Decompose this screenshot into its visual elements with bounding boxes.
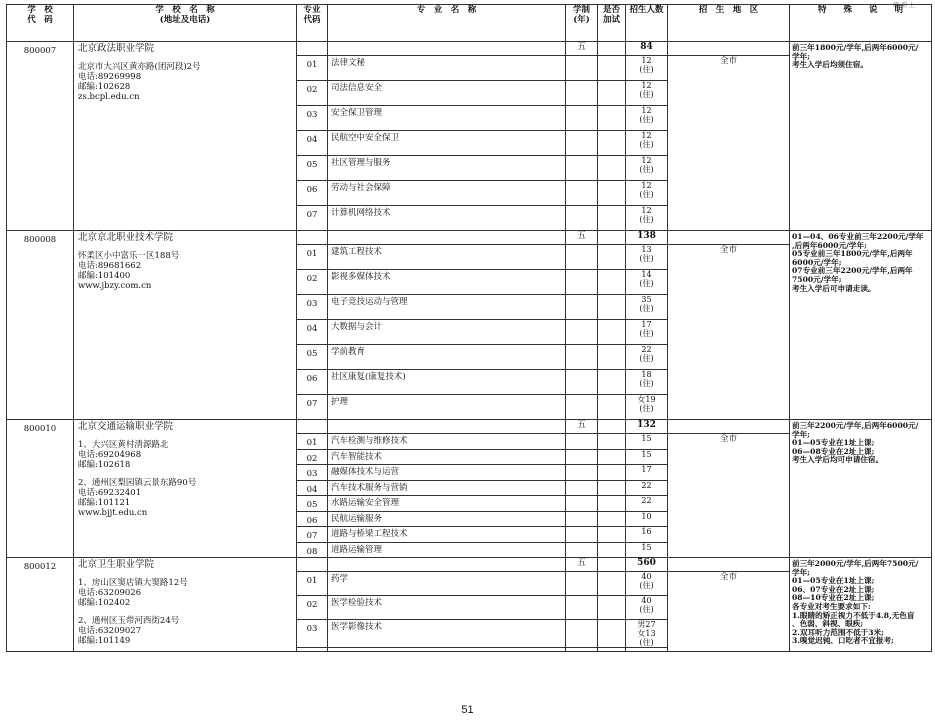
header-row [7, 5, 932, 42]
major-code-empty [297, 558, 328, 572]
note-line: 01—05专业在1址上课; [792, 576, 875, 586]
note-line: 前三年2000元/学年,后两年7500元/ [792, 559, 919, 568]
major-name-empty [328, 42, 566, 56]
major-code: 05 [297, 345, 328, 370]
enrollment-count [626, 131, 668, 156]
major-code: 02 [297, 449, 328, 465]
duration: 五 [566, 231, 598, 245]
duration-empty [566, 156, 598, 181]
note-line: 考生入学后可申请走读。 [792, 283, 876, 293]
major-name: 道路与桥梁工程技术 [328, 527, 566, 543]
spacer [78, 608, 292, 616]
empty-cell [297, 648, 328, 652]
enrollment-count-line: 17 [641, 465, 652, 474]
major-name: 社区管理与服务 [328, 156, 566, 181]
recruitment-region: 全市 [668, 572, 790, 652]
header-school-name [74, 5, 297, 42]
duration-empty [566, 480, 598, 496]
page-number: 51 [461, 704, 474, 716]
major-code: 03 [297, 465, 328, 481]
major-name: 大数据与会计 [328, 320, 566, 345]
school-info [74, 558, 297, 652]
enrollment-total: 138 [626, 231, 668, 245]
extra-test-empty [598, 370, 626, 395]
school-address-line: 电话:69232401 [78, 488, 142, 498]
major-name: 药学 [328, 572, 566, 596]
header-major-code-line: 专业 [303, 5, 321, 15]
duration-empty [566, 527, 598, 543]
enrollment-count [626, 56, 668, 81]
school-name: 北京卫生职业学院 [78, 559, 155, 570]
extra-test-empty [598, 480, 626, 496]
note-line: 各专业对考生要求如下: [792, 601, 871, 611]
extra-test-empty [598, 496, 626, 512]
extra-test-empty [598, 395, 626, 420]
enrollment-count-line: 40 [641, 572, 652, 581]
enrollment-count-line: 40 [641, 596, 652, 605]
duration-empty [566, 511, 598, 527]
note-line: 7500元/学年; [792, 274, 842, 284]
enrollment-count [626, 370, 668, 395]
note-line: 07专业前三年2200元/学年,后两年 [792, 266, 913, 276]
major-name: 医学影像技术 [328, 620, 566, 648]
enrollment-count [626, 496, 668, 512]
note-line: 06、07专业在2址上课; [792, 584, 875, 594]
extra-test-empty [598, 345, 626, 370]
major-name-empty [328, 420, 566, 434]
school-code: 800010 [7, 420, 74, 558]
enrollment-count [626, 295, 668, 320]
major-name: 司法信息安全 [328, 81, 566, 106]
major-code: 01 [297, 572, 328, 596]
enrollment-count-line: 15 [641, 542, 652, 552]
major-name: 影视多媒体技术 [328, 270, 566, 295]
enrollment-count-line: 14 [641, 270, 652, 279]
major-code: 03 [297, 620, 328, 648]
duration-empty [566, 320, 598, 345]
major-code: 05 [297, 156, 328, 181]
empty-cell [566, 648, 598, 652]
note-line: 3.嗅觉迟钝、口吃者不宜报考; [792, 636, 894, 646]
enrollment-count-line: 16 [641, 527, 652, 536]
school-address-line: 2、通州区梨园镇云景东路90号 [78, 478, 197, 488]
extra-test-empty [598, 449, 626, 465]
duration-empty [566, 181, 598, 206]
major-name: 护理 [328, 395, 566, 420]
extra-test-empty [598, 542, 626, 558]
school-address-line: 邮编:101400 [78, 271, 131, 281]
duration-empty [566, 81, 598, 106]
enrollment-count-line: 17 [641, 320, 652, 329]
extra-test-empty [598, 596, 626, 620]
header-major-name: 专 业 名 称 [328, 5, 566, 42]
recruitment-region: 全市 [668, 245, 790, 420]
major-name: 学前教育 [328, 345, 566, 370]
school-address-line: 邮编:101149 [78, 636, 131, 646]
extra-test-empty [598, 620, 626, 648]
school-code: 800008 [7, 231, 74, 420]
enrollment-count-line: 22 [641, 480, 652, 490]
major-name: 民航运输服务 [328, 511, 566, 527]
duration-empty [566, 395, 598, 420]
corner-mark: 续 前 上 [893, 2, 915, 9]
enrollment-count-line: (住) [639, 165, 654, 174]
enrollment-count-line: 12 [641, 56, 652, 65]
school-address-line: 怀柔区小中富乐一区188号 [78, 251, 180, 261]
school-address-line: 电话:89269998 [78, 72, 142, 82]
enrollment-count-line: 22 [641, 496, 652, 505]
duration: 五 [566, 420, 598, 434]
major-code: 04 [297, 131, 328, 156]
enrollment-count-line: 10 [641, 511, 652, 521]
major-code: 02 [297, 596, 328, 620]
enrollment-count [626, 572, 668, 596]
school-address-line: 北京市大兴区黄亦路(团河段)2号 [78, 62, 201, 72]
special-notes [790, 420, 932, 558]
major-code: 03 [297, 295, 328, 320]
enrollment-count-line: (住) [639, 65, 654, 74]
enrollment-count-line: (住) [639, 605, 654, 614]
extra-test [598, 231, 626, 245]
duration-empty [566, 56, 598, 81]
duration-empty [566, 295, 598, 320]
recruitment-region: 全市 [668, 434, 790, 558]
enrollment-count [626, 395, 668, 420]
header-extra-test-line: 加试 [602, 15, 620, 25]
major-name: 社区康复(康复技术) [328, 370, 566, 395]
school-address-line: 电话:63209027 [78, 626, 142, 636]
major-code-empty [297, 231, 328, 245]
enrollment-count-line: 12 [641, 131, 652, 140]
duration: 五 [566, 42, 598, 56]
note-line: 学年; [792, 567, 810, 577]
extra-test-empty [598, 56, 626, 81]
header-school-name-line: (地址及电话) [159, 15, 211, 25]
header-duration-line: 学制 [572, 5, 590, 15]
school-name: 北京京北职业技术学院 [78, 232, 174, 243]
enrollment-count [626, 542, 668, 558]
extra-test [598, 42, 626, 56]
enrollment-count-line: (住) [639, 279, 654, 288]
school-code: 800007 [7, 42, 74, 231]
school-address-line: 1、大兴区黄村清源路北 [78, 440, 169, 450]
major-code: 06 [297, 181, 328, 206]
enrollment-count-line: 女19 [637, 395, 656, 404]
enrollment-count-line: 12 [641, 206, 652, 215]
header-duration [566, 5, 598, 42]
note-line: 考生入学后均可申请住宿。 [792, 455, 884, 465]
school-address-line: 邮编:102618 [78, 460, 131, 470]
enrollment-count [626, 270, 668, 295]
major-name: 建筑工程技术 [328, 245, 566, 270]
major-name: 电子竞技运动与管理 [328, 295, 566, 320]
extra-test-empty [598, 320, 626, 345]
school-address-line: www.jbzy.com.cn [78, 281, 152, 291]
note-line: 6000元/学年; [792, 257, 842, 267]
region-empty [668, 558, 790, 572]
enrollment-count-line: (住) [639, 638, 654, 647]
empty-cell [328, 648, 566, 652]
major-name: 水路运输安全管理 [328, 496, 566, 512]
enrollment-count [626, 81, 668, 106]
major-name: 安全保卫管理 [328, 106, 566, 131]
enrollment-count-line: (住) [639, 354, 654, 363]
enrollment-count-line: 12 [641, 181, 652, 190]
enrollment-count [626, 156, 668, 181]
note-line: 06—08专业在2址上课; [792, 446, 875, 456]
major-code: 05 [297, 496, 328, 512]
duration-empty [566, 620, 598, 648]
duration-empty [566, 542, 598, 558]
region-empty [668, 420, 790, 434]
major-name: 道路运输管理 [328, 542, 566, 558]
note-line: 2.双耳听力范围不低于3米; [792, 627, 884, 637]
major-code: 07 [297, 527, 328, 543]
enrollment-count [626, 245, 668, 270]
duration-empty [566, 131, 598, 156]
note-line: 、色弱、斜视、眼疾; [792, 619, 864, 629]
enrollment-count [626, 106, 668, 131]
duration-empty [566, 572, 598, 596]
extra-test [598, 420, 626, 434]
major-name: 计算机网络技术 [328, 206, 566, 231]
duration-empty [566, 465, 598, 481]
enrollment-count-line: (住) [639, 90, 654, 99]
duration-empty [566, 206, 598, 231]
duration-empty [566, 496, 598, 512]
note-line: 学年; [792, 429, 810, 439]
extra-test-empty [598, 81, 626, 106]
major-name: 汽车智能技术 [328, 449, 566, 465]
duration: 五 [566, 558, 598, 572]
enrollment-count-line: 女13 [637, 629, 656, 638]
school-address-line: 电话:69204968 [78, 450, 142, 460]
enrollment-table [6, 4, 932, 652]
major-code: 07 [297, 206, 328, 231]
extra-test-empty [598, 295, 626, 320]
extra-test-empty [598, 206, 626, 231]
header-extra-test [598, 5, 626, 42]
school-row [7, 231, 932, 245]
school-info [74, 420, 297, 558]
extra-test-empty [598, 434, 626, 450]
enrollment-total: 84 [626, 42, 668, 56]
school-address-line: www.bjjt.edu.cn [78, 508, 148, 518]
header-school-name-line: 学 校 名 称 [155, 5, 215, 15]
region-empty [668, 42, 790, 56]
extra-test [598, 558, 626, 572]
enrollment-count [626, 480, 668, 496]
major-name: 劳动与社会保障 [328, 181, 566, 206]
header-region: 招 生 地 区 [668, 5, 790, 42]
special-notes [790, 42, 932, 231]
special-notes [790, 231, 932, 420]
duration-empty [566, 345, 598, 370]
major-code: 01 [297, 56, 328, 81]
enrollment-count-line: 35 [641, 295, 652, 304]
enrollment-count-line: 15 [641, 449, 652, 459]
school-address-line: 邮编:101121 [78, 498, 131, 508]
duration-empty [566, 270, 598, 295]
school-info [74, 231, 297, 420]
school-address-line: 电话:63209026 [78, 588, 142, 598]
enrollment-count [626, 206, 668, 231]
enrollment-count [626, 434, 668, 450]
header-extra-test-line: 是否 [602, 5, 620, 15]
extra-test-empty [598, 527, 626, 543]
header-school-code [7, 5, 74, 42]
header-school-code-line: 学 校 [27, 5, 53, 15]
enrollment-count [626, 449, 668, 465]
major-code: 02 [297, 270, 328, 295]
enrollment-count-line: (住) [639, 215, 654, 224]
region-empty [668, 231, 790, 245]
enrollment-count-line: (住) [639, 115, 654, 124]
extra-test-empty [598, 106, 626, 131]
note-line: 考生入学后均须住宿。 [792, 60, 868, 70]
school-address-line: 邮编:102628 [78, 82, 131, 92]
school-row [7, 42, 932, 56]
major-code-empty [297, 420, 328, 434]
extra-test-empty [598, 131, 626, 156]
extra-test-empty [598, 156, 626, 181]
major-name: 汽车技术服务与营销 [328, 480, 566, 496]
enrollment-count-line: (住) [639, 581, 654, 590]
enrollment-count-line: (住) [639, 379, 654, 388]
duration-empty [566, 596, 598, 620]
major-name-empty [328, 231, 566, 245]
note-line: 01—05专业在1址上课; [792, 438, 875, 448]
school-name: 北京交通运输职业学院 [78, 421, 174, 432]
major-code: 07 [297, 395, 328, 420]
major-name: 法律文秘 [328, 56, 566, 81]
header-major-code [297, 5, 328, 42]
header-enrollment: 招生人数 [626, 5, 668, 42]
enrollment-count [626, 181, 668, 206]
enrollment-count [626, 620, 668, 648]
school-info [74, 42, 297, 231]
school-name: 北京政法职业学院 [78, 43, 155, 54]
major-code: 04 [297, 480, 328, 496]
major-name: 融媒体技术与运营 [328, 465, 566, 481]
duration-empty [566, 449, 598, 465]
note-line: 01—04、06专业前三年2200元/学年 [792, 232, 924, 241]
enrollment-count [626, 511, 668, 527]
duration-empty [566, 245, 598, 270]
enrollment-count [626, 596, 668, 620]
enrollment-count [626, 465, 668, 481]
enrollment-count-line: 18 [641, 370, 652, 379]
school-address-line: 电话:89681662 [78, 261, 142, 271]
extra-test-empty [598, 511, 626, 527]
empty-cell [598, 648, 626, 652]
duration-empty [566, 106, 598, 131]
note-line: 前三年2200元/学年,后两年6000元/ [792, 421, 919, 430]
enrollment-count-line: (住) [639, 254, 654, 263]
major-code: 08 [297, 542, 328, 558]
school-row [7, 558, 932, 572]
extra-test-empty [598, 572, 626, 596]
school-address-line: 2、通州区玉带河西街24号 [78, 616, 180, 626]
extra-test-empty [598, 245, 626, 270]
enrollment-count [626, 527, 668, 543]
major-code: 01 [297, 434, 328, 450]
enrollment-count-line: (住) [639, 304, 654, 313]
major-code: 06 [297, 370, 328, 395]
header-duration-line: (年) [573, 15, 590, 25]
enrollment-count-line: (住) [639, 190, 654, 199]
header-notes: 特 殊 说 明 [790, 5, 932, 42]
enrollment-count [626, 320, 668, 345]
duration-empty [566, 370, 598, 395]
extra-test-empty [598, 270, 626, 295]
major-name-empty [328, 558, 566, 572]
note-line: 前三年1800元/学年,后两年6000元/ [792, 43, 919, 52]
enrollment-count-line: 12 [641, 81, 652, 90]
major-code: 06 [297, 511, 328, 527]
major-code: 02 [297, 81, 328, 106]
enrollment-count-line: (住) [639, 140, 654, 149]
major-code-empty [297, 42, 328, 56]
enrollment-count [626, 345, 668, 370]
school-code: 800012 [7, 558, 74, 652]
special-notes [790, 558, 932, 652]
major-code: 03 [297, 106, 328, 131]
school-address-line: 1、房山区窦店镇大窦路12号 [78, 578, 188, 588]
school-address-line: 邮编:102402 [78, 598, 131, 608]
major-code: 04 [297, 320, 328, 345]
school-row [7, 420, 932, 434]
enrollment-count-line: 15 [641, 434, 652, 443]
note-line: 08—10专业在2址上课; [792, 593, 875, 603]
extra-test-empty [598, 181, 626, 206]
major-code: 01 [297, 245, 328, 270]
enrollment-count-line: 12 [641, 106, 652, 115]
enrollment-count-line: (住) [639, 329, 654, 338]
school-address-line: zs.bcpl.edu.cn [78, 92, 140, 102]
enrollment-count-line: 12 [641, 156, 652, 165]
note-line: 1.眼睛的矫正视力不低于4.8,无色盲 [792, 610, 915, 620]
recruitment-region: 全市 [668, 56, 790, 231]
note-line: 学年; [792, 51, 810, 61]
enrollment-count-line: 22 [641, 345, 652, 354]
enrollment-count-line: (住) [639, 404, 654, 413]
extra-test-empty [598, 465, 626, 481]
note-line: 05专业前三年1800元/学年,后两年 [792, 249, 913, 259]
header-school-code-line: 代 码 [27, 15, 53, 25]
note-line: ,后两年6000元/学年; [792, 240, 867, 250]
enrollment-count-line: 13 [641, 245, 652, 254]
spacer [78, 470, 292, 478]
duration-empty [566, 434, 598, 450]
enrollment-count-line: 男27 [637, 620, 656, 629]
empty-cell [626, 648, 668, 652]
major-name: 医学检验技术 [328, 596, 566, 620]
header-major-code-line: 代码 [303, 15, 321, 25]
major-name: 民航空中安全保卫 [328, 131, 566, 156]
major-name: 汽车检测与维修技术 [328, 434, 566, 450]
enrollment-total: 132 [626, 420, 668, 434]
enrollment-total: 560 [626, 558, 668, 572]
